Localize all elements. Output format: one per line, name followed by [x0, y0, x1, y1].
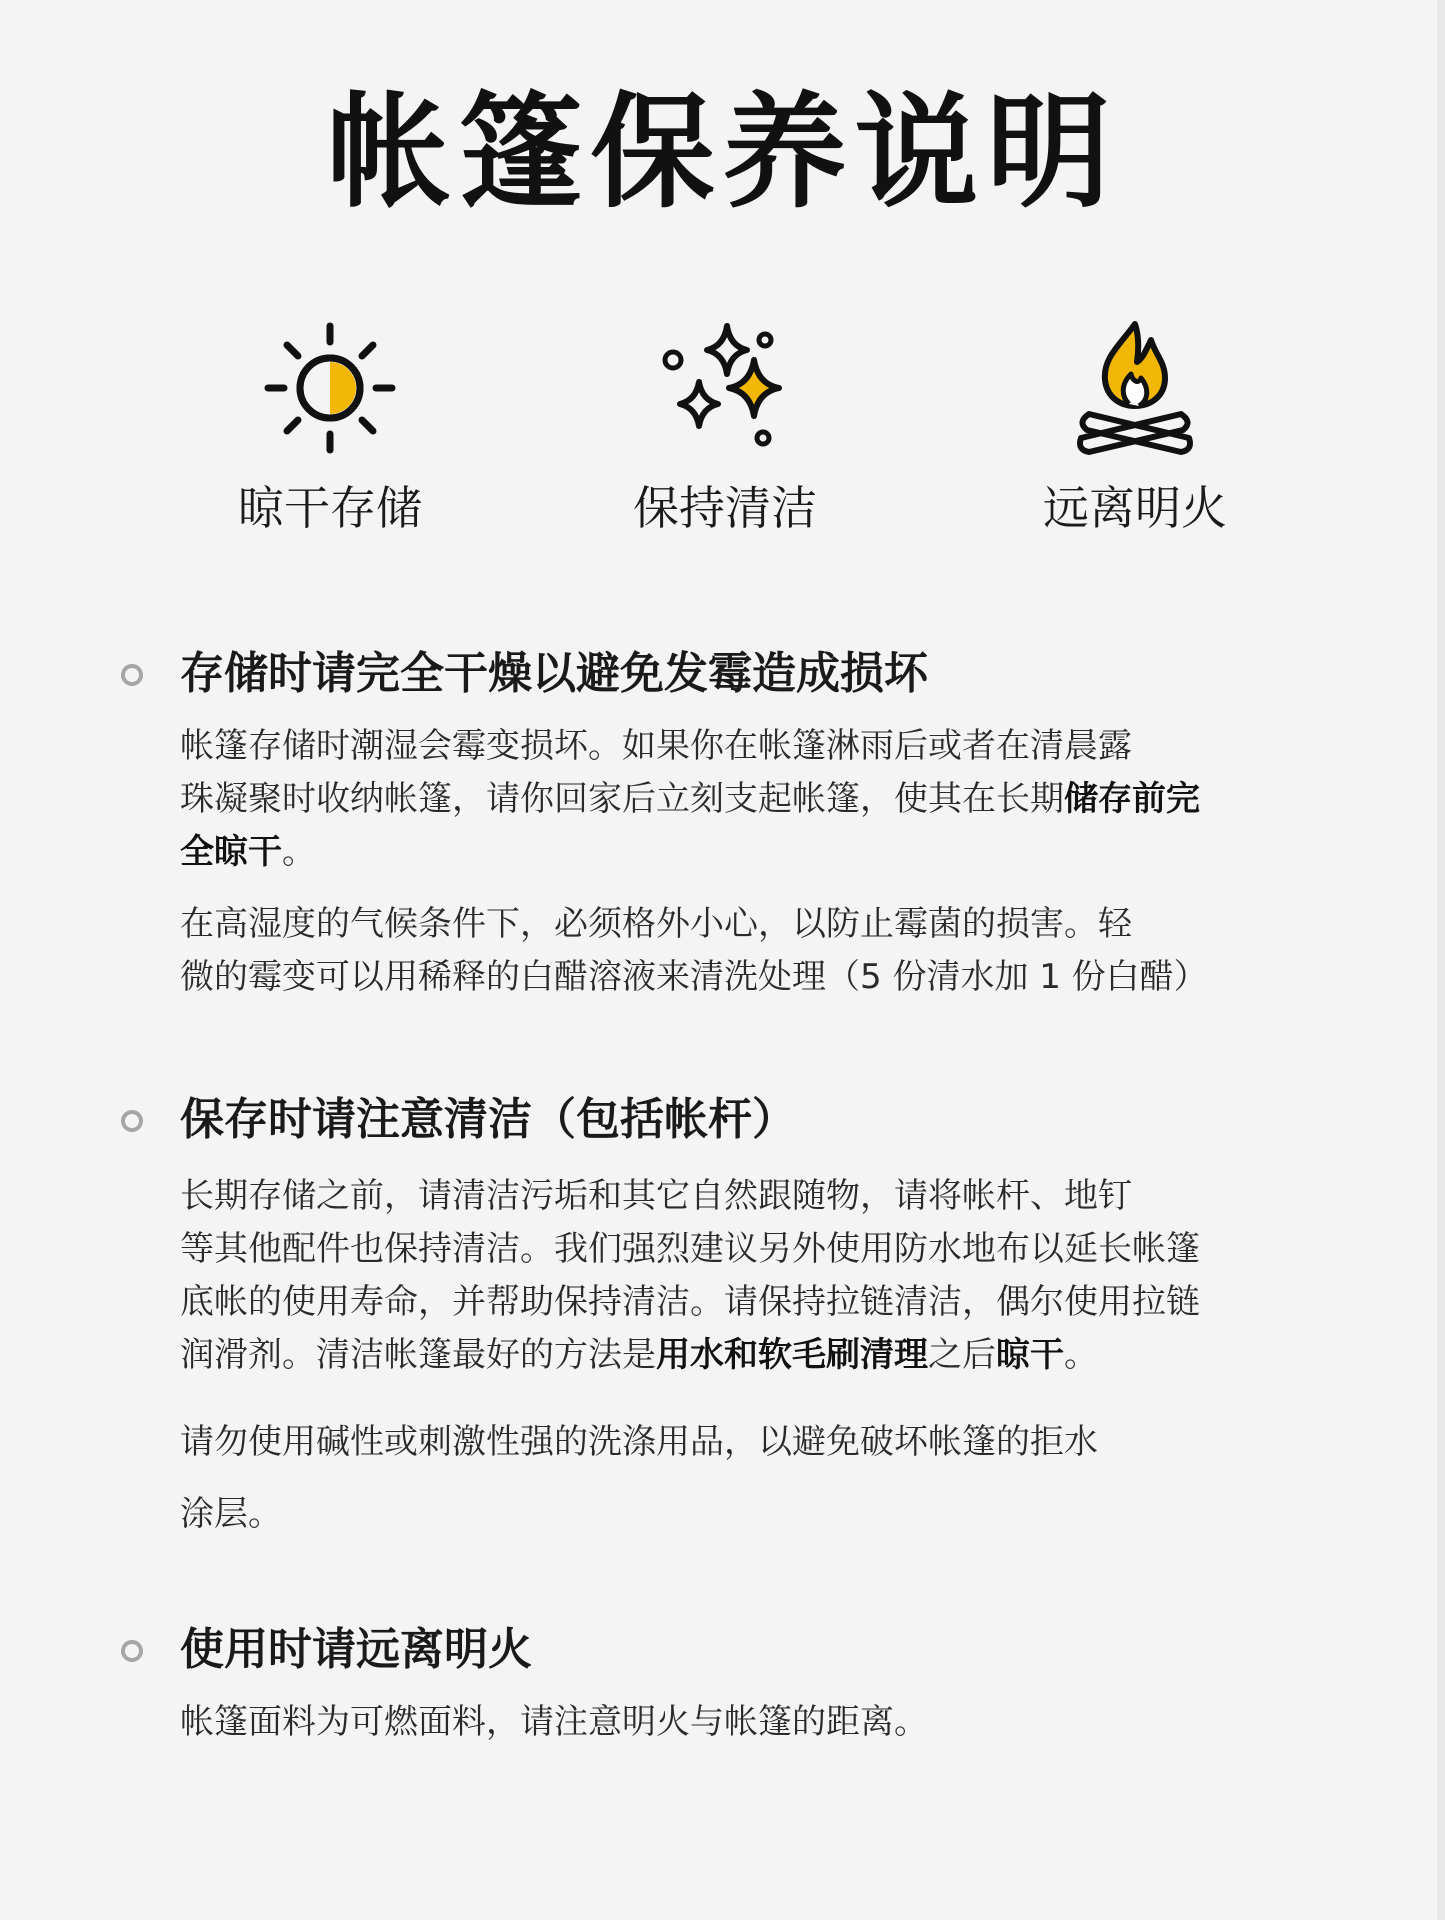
section-paragraph — [180, 1696, 1320, 1749]
paragraph-line: 请勿使用碱性或刺激性强的洗涤用品，以避免破坏帐篷的拒水 — [180, 1422, 1098, 1462]
bullet-icon — [121, 664, 143, 686]
paragraph-line: 在高湿度的气候条件下，必须格外小心，以防止霉菌的损害。轻 — [180, 904, 1132, 944]
paragraph-line — [180, 1329, 1320, 1382]
icon-card-dry-storage — [200, 318, 460, 548]
paragraph-line: 涂层。 — [180, 1494, 282, 1534]
right-edge-strip — [1437, 0, 1445, 1920]
icon-label-dry-storage: 晾干存储 — [238, 481, 422, 535]
icon-card-keep-clean — [595, 318, 855, 548]
section-heading: 保存时请注意清洁（包括帐杆） — [180, 1094, 796, 1145]
bullet-icon — [121, 1110, 143, 1132]
paragraph-line: 等其他配件也保持清洁。我们强烈建议另外使用防水地布以延长帐篷 — [180, 1229, 1200, 1269]
emphasis-text: 用水和软毛刷清理 — [656, 1335, 928, 1375]
paragraph-line: 长期存储之前，请清洁污垢和其它自然跟随物，请将帐杆、地钉 — [180, 1176, 1132, 1216]
paragraph-line: 微的霉变可以用稀释的白醋溶液来清洗处理（5 份清水加 1 份白醋） — [180, 957, 1208, 997]
emphasis-text: 全晾干 — [180, 832, 282, 872]
sparkles-icon — [655, 318, 795, 458]
section-heading: 使用时请远离明火 — [180, 1624, 532, 1675]
icon-label-keep-clean: 保持清洁 — [633, 481, 817, 535]
section-paragraph — [180, 1170, 1320, 1382]
emphasis-text: 晾干 — [996, 1335, 1064, 1375]
icon-label-away-from-fire: 远离明火 — [1043, 481, 1227, 535]
campfire-icon — [1065, 318, 1205, 458]
sun-icon — [260, 318, 400, 458]
section-paragraph — [180, 1406, 1320, 1550]
icon-row — [0, 318, 1445, 548]
paragraph-line: 底帐的使用寿命，并帮助保持清洁。请保持拉链清洁，偶尔使用拉链 — [180, 1282, 1200, 1322]
emphasis-text: 储存前完 — [1064, 779, 1200, 819]
section-heading: 存储时请完全干燥以避免发霉造成损坏 — [180, 648, 928, 699]
paragraph-text: 珠凝聚时收纳帐篷，请你回家后立刻支起帐篷，使其在长期 — [180, 779, 1064, 819]
paragraph-text: 。 — [1064, 1335, 1098, 1375]
bullet-icon — [121, 1640, 143, 1662]
paragraph-line: 帐篷面料为可燃面料，请注意明火与帐篷的距离。 — [180, 1702, 928, 1742]
section-paragraph — [180, 898, 1320, 1004]
page-title: 帐篷保养说明 — [326, 81, 1119, 225]
paragraph-line — [180, 773, 1320, 826]
paragraph-text: 。 — [282, 832, 316, 872]
paragraph-text: 润滑剂。清洁帐篷最好的方法是 — [180, 1335, 656, 1375]
section-paragraph — [180, 720, 1320, 879]
paragraph-line — [180, 826, 1320, 879]
icon-card-away-from-fire — [1005, 318, 1265, 548]
paragraph-text: 之后 — [928, 1335, 996, 1375]
paragraph-line: 帐篷存储时潮湿会霉变损坏。如果你在帐篷淋雨后或者在清晨露 — [180, 726, 1132, 766]
